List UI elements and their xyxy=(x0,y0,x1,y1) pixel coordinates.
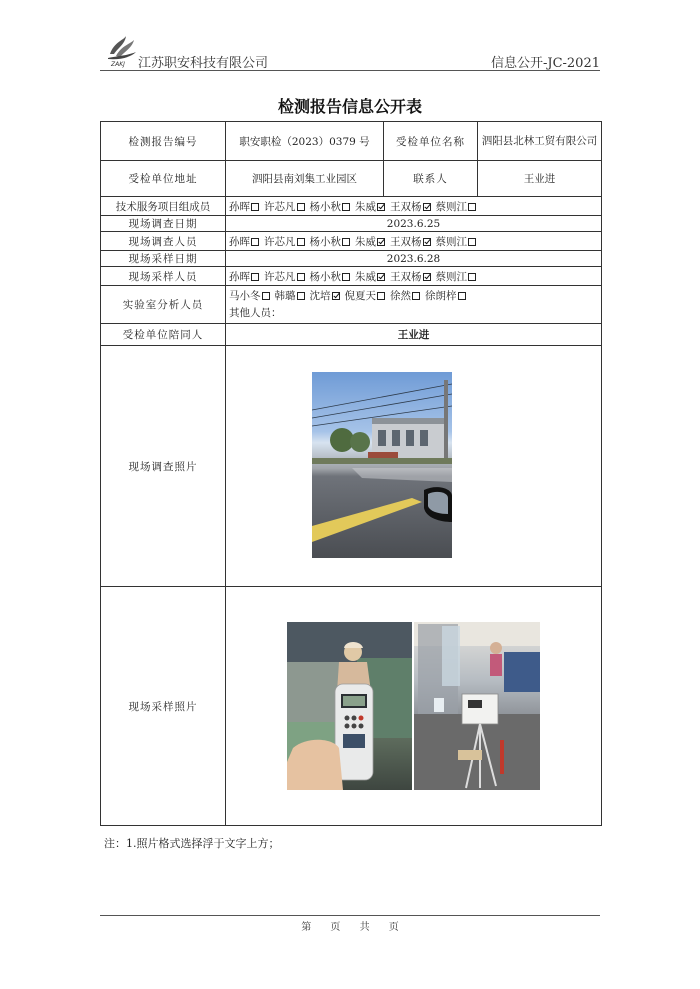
checked-checkbox[interactable] xyxy=(377,238,385,246)
report-table xyxy=(100,121,602,826)
survey-photo xyxy=(312,372,452,558)
person-entry xyxy=(390,236,431,248)
person-entry xyxy=(264,201,305,213)
checked-checkbox[interactable] xyxy=(423,273,431,281)
empty-checkbox[interactable] xyxy=(377,292,385,300)
person-name: 许芯凡 xyxy=(264,200,296,213)
person-entry xyxy=(310,236,351,248)
empty-checkbox[interactable] xyxy=(342,238,350,246)
person-entry xyxy=(310,271,351,283)
row-escort xyxy=(101,324,602,346)
page-header xyxy=(100,34,600,72)
empty-checkbox[interactable] xyxy=(468,273,476,281)
label-sampling-date: 现场采样日期 xyxy=(101,251,226,267)
empty-checkbox[interactable] xyxy=(297,273,305,281)
person-entry xyxy=(229,290,270,302)
empty-checkbox[interactable] xyxy=(458,292,466,300)
person-entry xyxy=(390,290,420,302)
logo-text: ZAKJ xyxy=(111,61,125,68)
person-name: 孙晖 xyxy=(229,200,250,213)
company-name: 江苏职安科技有限公司 xyxy=(138,56,269,71)
row-address xyxy=(101,161,602,197)
person-name: 杨小秋 xyxy=(309,270,341,283)
checked-checkbox[interactable] xyxy=(377,203,385,211)
document-code: 信息公开-JC-2021 xyxy=(490,56,600,71)
row-survey-date xyxy=(101,216,602,232)
person-name: 孙晖 xyxy=(229,270,250,283)
value-client-address: 泗阳县南刘集工业园区 xyxy=(226,161,384,197)
person-entry xyxy=(264,236,305,248)
person-entry xyxy=(310,290,340,302)
value-report-no: 职安职检（2023）0379 号 xyxy=(226,122,384,161)
person-entry xyxy=(275,290,305,302)
row-survey-photo xyxy=(101,346,602,587)
sampling-photo-cell xyxy=(226,587,602,826)
person-name: 朱威 xyxy=(355,270,376,283)
person-entry xyxy=(229,271,259,283)
person-name: 杨小秋 xyxy=(309,200,341,213)
empty-checkbox[interactable] xyxy=(251,273,259,281)
person-name: 许芯凡 xyxy=(264,235,296,248)
value-client-name: 泗阳县北林工贸有限公司 xyxy=(478,122,602,161)
empty-checkbox[interactable] xyxy=(262,292,270,300)
label-contact: 联系人 xyxy=(384,161,478,197)
company-logo xyxy=(104,34,140,68)
label-client-name: 受检单位名称 xyxy=(384,122,478,161)
person-name: 王双杨 xyxy=(390,270,422,283)
person-name: 朱威 xyxy=(355,200,376,213)
person-name: 杨小秋 xyxy=(309,235,341,248)
person-name: 蔡则江 xyxy=(435,200,467,213)
lab-cell xyxy=(226,286,602,324)
person-entry xyxy=(436,271,477,283)
person-entry xyxy=(425,290,466,302)
person-entry xyxy=(436,201,477,213)
empty-checkbox[interactable] xyxy=(342,273,350,281)
person-name: 王双杨 xyxy=(390,235,422,248)
label-sampling-photo: 现场采样照片 xyxy=(101,587,226,826)
person-entry xyxy=(390,201,431,213)
person-name: 许芯凡 xyxy=(264,270,296,283)
person-entry xyxy=(436,236,477,248)
label-team: 技术服务项目组成员 xyxy=(101,197,226,216)
person-name: 王双杨 xyxy=(390,200,422,213)
person-name: 蔡则江 xyxy=(435,235,467,248)
row-surveyors xyxy=(101,232,602,251)
checked-checkbox[interactable] xyxy=(332,292,340,300)
person-entry xyxy=(345,290,386,302)
sampling-photo-left xyxy=(287,622,412,790)
lab-list xyxy=(229,288,598,305)
empty-checkbox[interactable] xyxy=(297,203,305,211)
person-entry xyxy=(355,271,385,283)
empty-checkbox[interactable] xyxy=(342,203,350,211)
person-name: 韩璐 xyxy=(274,289,296,302)
survey-photo-cell xyxy=(226,346,602,587)
empty-checkbox[interactable] xyxy=(468,203,476,211)
row-sampling-date xyxy=(101,251,602,267)
row-team xyxy=(101,197,602,216)
page-title: 检测报告信息公开表 xyxy=(277,97,422,116)
header-divider xyxy=(100,70,600,71)
person-entry xyxy=(264,271,305,283)
person-name: 徐然 xyxy=(390,289,411,302)
footer-divider xyxy=(100,915,600,916)
empty-checkbox[interactable] xyxy=(251,203,259,211)
person-entry xyxy=(229,201,259,213)
label-escort: 受检单位陪同人 xyxy=(101,324,226,346)
checked-checkbox[interactable] xyxy=(377,273,385,281)
label-report-no: 检测报告编号 xyxy=(101,122,226,161)
person-entry xyxy=(229,236,259,248)
label-client-address: 受检单位地址 xyxy=(101,161,226,197)
label-survey-date: 现场调查日期 xyxy=(101,216,226,232)
person-name: 沈培 xyxy=(309,289,331,302)
empty-checkbox[interactable] xyxy=(468,238,476,246)
value-sampling-date: 2023.6.28 xyxy=(226,251,602,267)
empty-checkbox[interactable] xyxy=(251,238,259,246)
label-samplers: 现场采样人员 xyxy=(101,267,226,286)
footnote: 注：1.照片格式选择浮于文字上方； xyxy=(104,837,280,850)
empty-checkbox[interactable] xyxy=(297,238,305,246)
person-name: 倪夏天 xyxy=(344,289,376,302)
surveyors-list xyxy=(226,232,602,251)
person-entry xyxy=(355,201,385,213)
label-surveyors: 现场调查人员 xyxy=(101,232,226,251)
row-report-no xyxy=(101,122,602,161)
team-list xyxy=(226,197,602,216)
sampling-photo-right xyxy=(414,622,540,790)
person-name: 蔡则江 xyxy=(435,270,467,283)
person-name: 孙晖 xyxy=(229,235,250,248)
empty-checkbox[interactable] xyxy=(412,292,420,300)
lab-others: 其他人员： xyxy=(229,306,282,319)
row-samplers xyxy=(101,267,602,286)
person-name: 马小冬 xyxy=(229,289,261,302)
row-lab xyxy=(101,286,602,324)
label-lab: 实验室分析人员 xyxy=(101,286,226,324)
empty-checkbox[interactable] xyxy=(297,292,305,300)
person-name: 朱威 xyxy=(355,235,376,248)
person-name: 徐朗梓 xyxy=(425,289,457,302)
label-survey-photo: 现场调查照片 xyxy=(101,346,226,587)
person-entry xyxy=(310,201,351,213)
person-entry xyxy=(355,236,385,248)
value-contact: 王业进 xyxy=(478,161,602,197)
checked-checkbox[interactable] xyxy=(423,238,431,246)
page-number: 第 页 共 页 xyxy=(301,922,399,933)
value-survey-date: 2023.6.25 xyxy=(226,216,602,232)
person-entry xyxy=(390,271,431,283)
value-escort: 王业进 xyxy=(226,324,602,346)
row-sampling-photo xyxy=(101,587,602,826)
checked-checkbox[interactable] xyxy=(423,203,431,211)
samplers-list xyxy=(226,267,602,286)
